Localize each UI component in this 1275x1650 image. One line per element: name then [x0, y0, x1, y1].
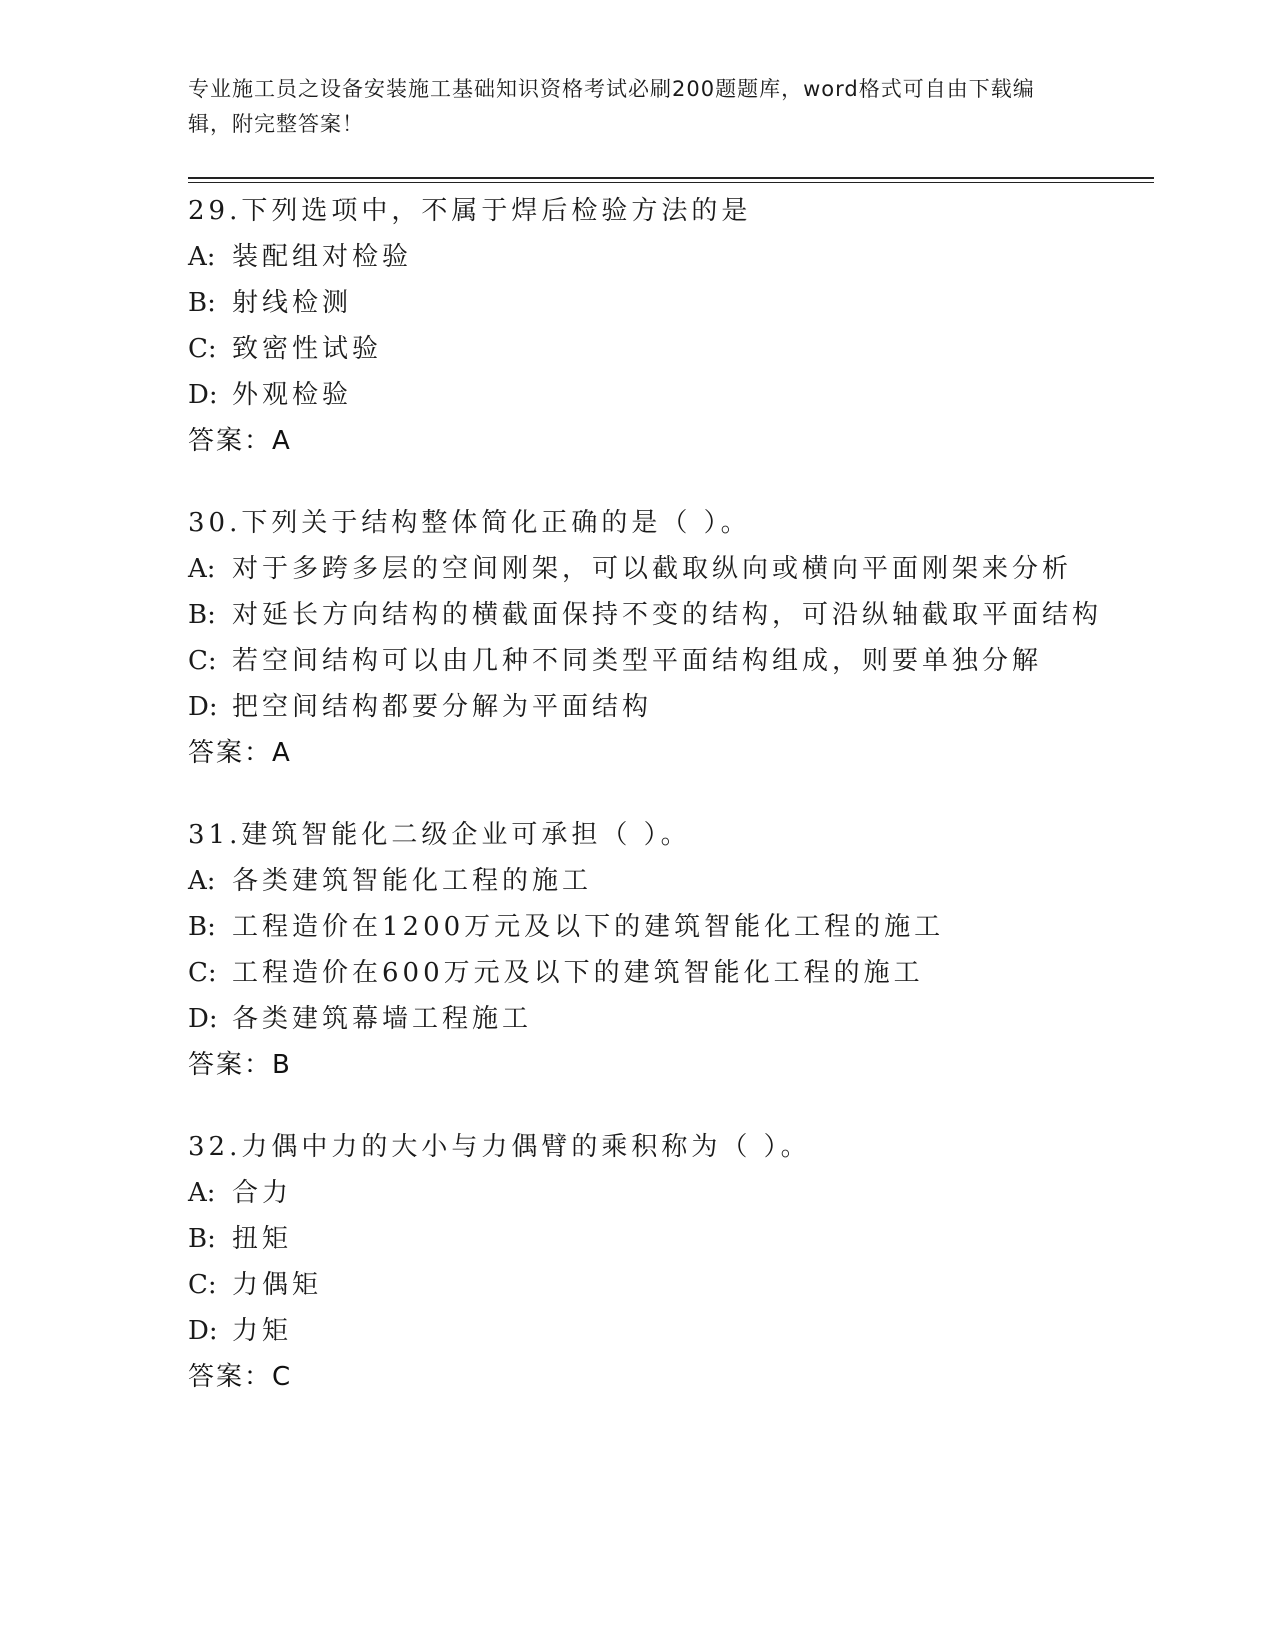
answer-line: 答案：C: [188, 1362, 293, 1392]
option-text: 力矩: [232, 1316, 293, 1346]
option-a: [188, 546, 1188, 592]
option-text: 扭矩: [232, 1224, 293, 1254]
option-b: [188, 592, 1188, 638]
option-letter: D:: [188, 692, 218, 722]
option-text: 对于多跨多层的空间刚架，可以截取纵向或横向平面刚架来分析: [232, 554, 1073, 584]
header-divider-thick: [188, 177, 1154, 179]
option-text: 各类建筑智能化工程的施工: [232, 866, 593, 896]
option-text: 工程造价在600万元及以下的建筑智能化工程的施工: [232, 958, 924, 988]
option-text: 对延长方向结构的横截面保持不变的结构，可沿纵轴截取平面结构: [232, 600, 1103, 630]
option-letter: A:: [188, 866, 216, 896]
option-c: [188, 326, 1188, 372]
header-divider-thin: [188, 182, 1154, 183]
question-stem: 31.建筑智能化二级企业可承担（ ）。: [188, 820, 691, 850]
question-stem: 30.下列关于结构整体简化正确的是（ ）。: [188, 508, 751, 538]
option-letter: A:: [188, 242, 216, 272]
answer-line: 答案：A: [188, 738, 292, 768]
option-letter: C:: [188, 334, 217, 364]
option-letter: D:: [188, 380, 218, 410]
option-d: [188, 372, 1188, 418]
option-letter: D:: [188, 1316, 218, 1346]
question-stem: 29.下列选项中，不属于焊后检验方法的是: [188, 196, 752, 226]
question-29: [188, 188, 1188, 464]
option-text: 各类建筑幕墙工程施工: [232, 1004, 533, 1034]
option-d: [188, 996, 1188, 1042]
document-header: 专业施工员之设备安装施工基础知识资格考试必刷200题题库，word格式可自由下载编辑，附完整答案！: [188, 77, 1035, 136]
option-letter: B:: [188, 600, 216, 630]
option-text: 射线检测: [232, 288, 353, 318]
option-b: [188, 280, 1188, 326]
option-a: [188, 1170, 1188, 1216]
option-c: [188, 638, 1188, 684]
option-letter: B:: [188, 912, 216, 942]
option-letter: D:: [188, 1004, 218, 1034]
question-list: [188, 188, 1188, 1436]
option-b: [188, 1216, 1188, 1262]
option-text: 把空间结构都要分解为平面结构: [232, 692, 653, 722]
option-a: [188, 234, 1188, 280]
option-c: [188, 950, 1188, 996]
option-b: [188, 904, 1188, 950]
option-text: 外观检验: [232, 380, 353, 410]
option-text: 装配组对检验: [232, 242, 413, 272]
option-letter: C:: [188, 646, 217, 676]
option-text: 若空间结构可以由几种不同类型平面结构组成，则要单独分解: [232, 646, 1043, 676]
answer-line: 答案：A: [188, 426, 292, 456]
question-31: [188, 812, 1188, 1088]
option-c: [188, 1262, 1188, 1308]
option-letter: C:: [188, 958, 217, 988]
option-a: [188, 858, 1188, 904]
question-32: [188, 1124, 1188, 1400]
option-letter: A:: [188, 554, 216, 584]
option-text: 力偶矩: [232, 1270, 323, 1300]
answer-line: 答案：B: [188, 1050, 292, 1080]
option-text: 工程造价在1200万元及以下的建筑智能化工程的施工: [232, 912, 945, 942]
option-d: [188, 1308, 1188, 1354]
option-letter: B:: [188, 288, 216, 318]
question-stem: 32.力偶中力的大小与力偶臂的乘积称为（ ）。: [188, 1132, 811, 1162]
option-letter: B:: [188, 1224, 216, 1254]
option-letter: A:: [188, 1178, 216, 1208]
option-text: 致密性试验: [232, 334, 383, 364]
question-30: [188, 500, 1188, 776]
option-letter: C:: [188, 1270, 217, 1300]
option-text: 合力: [232, 1178, 293, 1208]
option-d: [188, 684, 1188, 730]
